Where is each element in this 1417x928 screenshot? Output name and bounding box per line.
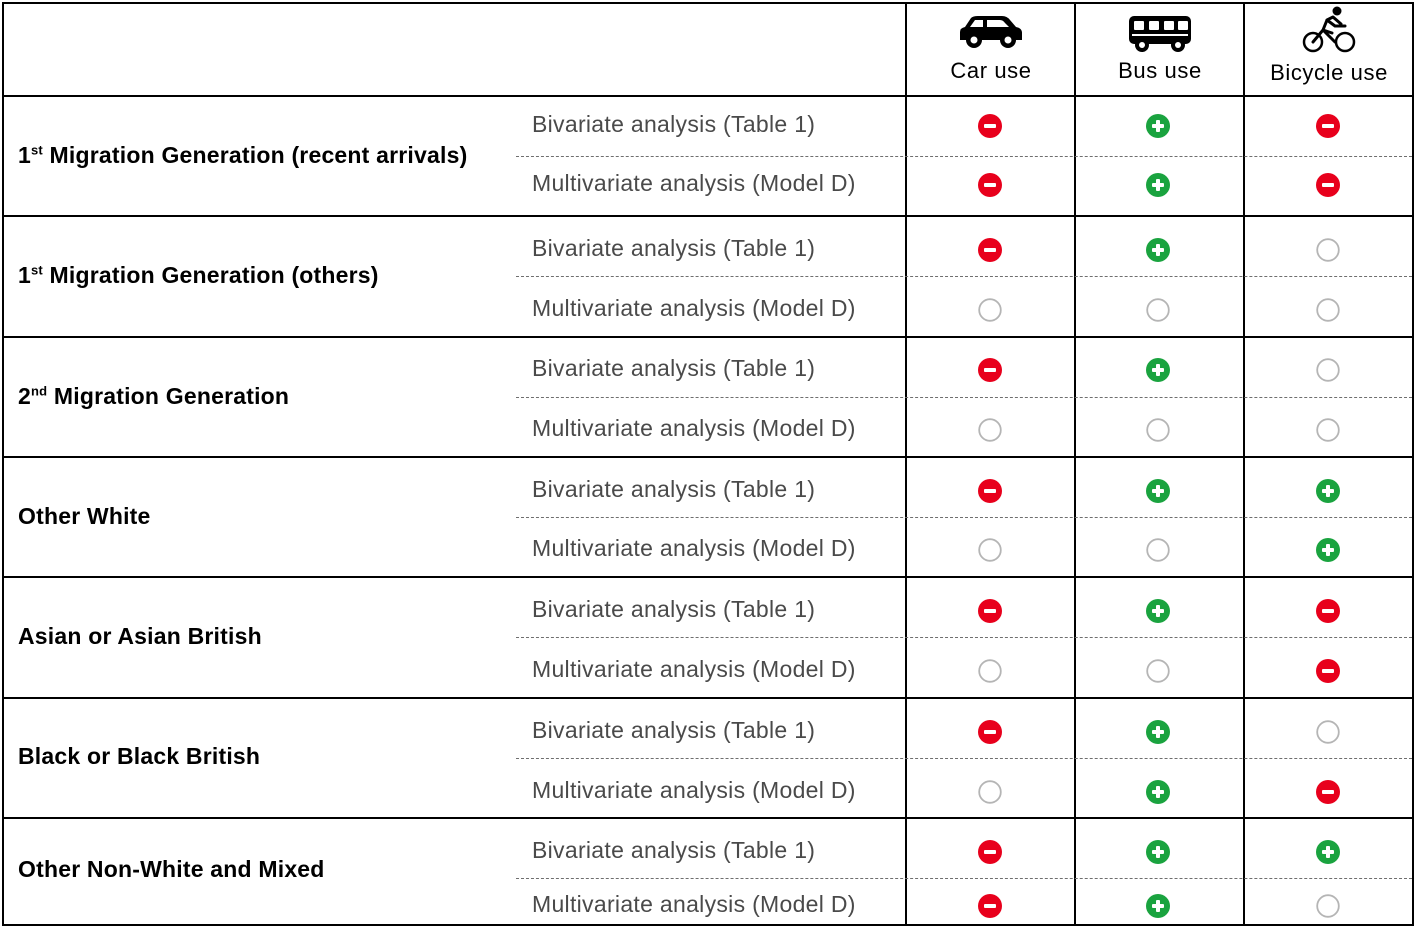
row-separator-dashed <box>516 637 1412 638</box>
row-divider <box>2 456 1414 458</box>
group-label <box>18 262 379 289</box>
row-separator-dashed <box>516 276 1412 277</box>
column-divider <box>1074 2 1076 925</box>
group-label-text: Migration Generation (recent arrivals) <box>42 142 468 168</box>
group-label-text: Asian or Asian British <box>18 623 262 649</box>
group-label-text: Migration Generation <box>47 383 290 409</box>
bicycle-bivariate-minus-icon <box>1316 599 1340 623</box>
bus-bivariate-plus-icon <box>1146 358 1170 382</box>
row-divider <box>2 336 1414 338</box>
table-border-right <box>1412 2 1414 925</box>
bicycle-bivariate-empty-icon <box>1316 238 1340 262</box>
bicycle-multivariate-minus-icon <box>1316 780 1340 804</box>
group-label <box>18 142 467 169</box>
car-multivariate-empty-icon <box>978 780 1002 804</box>
multivariate-analysis-label: Multivariate analysis (Model D) <box>532 295 856 321</box>
bus-multivariate-plus-icon <box>1146 780 1170 804</box>
column-divider <box>1243 2 1245 925</box>
bicycle-bivariate-minus-icon <box>1316 114 1340 138</box>
bicycle-bivariate-empty-icon <box>1316 720 1340 744</box>
bus-bivariate-plus-icon <box>1146 238 1170 262</box>
row-divider <box>2 95 1414 97</box>
column-label: Bicycle use <box>1270 60 1388 85</box>
table-border-top <box>2 2 1414 4</box>
group-label-text: 2 <box>18 383 31 409</box>
group-label <box>18 383 289 410</box>
multivariate-analysis-label: Multivariate analysis (Model D) <box>532 415 856 441</box>
car-bivariate-minus-icon <box>978 720 1002 744</box>
bicycle-bivariate-plus-icon <box>1316 479 1340 503</box>
car-bivariate-minus-icon <box>978 479 1002 503</box>
car-bivariate-minus-icon <box>978 358 1002 382</box>
bicycle-bivariate-empty-icon <box>1316 358 1340 382</box>
column-header-car <box>907 14 1075 94</box>
column-divider <box>905 2 907 925</box>
bus-bivariate-plus-icon <box>1146 840 1170 864</box>
car-bivariate-minus-icon <box>978 238 1002 262</box>
bus-multivariate-plus-icon <box>1146 894 1170 918</box>
bicycle-multivariate-empty-icon <box>1316 298 1340 322</box>
column-label: Car use <box>950 58 1032 83</box>
car-icon <box>956 14 1026 50</box>
bus-multivariate-plus-icon <box>1146 173 1170 197</box>
group-label-text: Other Non-White and Mixed <box>18 856 325 882</box>
multivariate-analysis-label: Multivariate analysis (Model D) <box>532 891 856 917</box>
row-divider <box>2 697 1414 699</box>
column-header-bicycle <box>1245 6 1413 86</box>
table-border-left <box>2 2 4 925</box>
group-label-text: 1 <box>18 262 31 288</box>
group-label-text: Black or Black British <box>18 743 261 769</box>
bus-multivariate-empty-icon <box>1146 538 1170 562</box>
group-label-superscript: nd <box>31 383 48 399</box>
row-separator-dashed <box>516 878 1412 879</box>
multivariate-analysis-label: Multivariate analysis (Model D) <box>532 656 856 682</box>
bus-multivariate-empty-icon <box>1146 659 1170 683</box>
multivariate-analysis-label: Multivariate analysis (Model D) <box>532 777 856 803</box>
bicycle-multivariate-minus-icon <box>1316 173 1340 197</box>
car-bivariate-minus-icon <box>978 599 1002 623</box>
bus-multivariate-empty-icon <box>1146 298 1170 322</box>
group-label <box>18 856 325 883</box>
group-label <box>18 503 151 530</box>
table-border-bottom <box>2 924 1414 926</box>
bivariate-analysis-label: Bivariate analysis (Table 1) <box>532 235 816 261</box>
group-label <box>18 743 260 770</box>
row-divider <box>2 576 1414 578</box>
car-bivariate-minus-icon <box>978 840 1002 864</box>
row-divider <box>2 817 1414 819</box>
column-header-bus <box>1076 14 1244 94</box>
car-multivariate-minus-icon <box>978 894 1002 918</box>
bus-bivariate-plus-icon <box>1146 720 1170 744</box>
bus-bivariate-plus-icon <box>1146 599 1170 623</box>
multivariate-analysis-label: Multivariate analysis (Model D) <box>532 170 856 196</box>
car-bivariate-minus-icon <box>978 114 1002 138</box>
bicycle-multivariate-empty-icon <box>1316 418 1340 442</box>
car-multivariate-minus-icon <box>978 173 1002 197</box>
row-separator-dashed <box>516 758 1412 759</box>
bus-bivariate-plus-icon <box>1146 479 1170 503</box>
column-label: Bus use <box>1118 58 1202 83</box>
multivariate-analysis-label: Multivariate analysis (Model D) <box>532 535 856 561</box>
bivariate-analysis-label: Bivariate analysis (Table 1) <box>532 111 816 137</box>
bivariate-analysis-label: Bivariate analysis (Table 1) <box>532 476 816 502</box>
car-multivariate-empty-icon <box>978 659 1002 683</box>
group-label-text: Other White <box>18 503 151 529</box>
row-separator-dashed <box>516 397 1412 398</box>
bicycle-multivariate-empty-icon <box>1316 894 1340 918</box>
row-divider <box>2 215 1414 217</box>
group-label <box>18 623 262 650</box>
car-multivariate-empty-icon <box>978 538 1002 562</box>
car-multivariate-empty-icon <box>978 298 1002 322</box>
bicycle-multivariate-plus-icon <box>1316 538 1340 562</box>
bus-bivariate-plus-icon <box>1146 114 1170 138</box>
group-label-superscript: st <box>31 262 43 278</box>
bivariate-analysis-label: Bivariate analysis (Table 1) <box>532 717 816 743</box>
group-label-text: Migration Generation (others) <box>42 262 379 288</box>
bus-icon <box>1126 14 1194 54</box>
car-multivariate-empty-icon <box>978 418 1002 442</box>
bivariate-analysis-label: Bivariate analysis (Table 1) <box>532 837 816 863</box>
group-label-superscript: st <box>31 142 43 158</box>
bicycle-bivariate-plus-icon <box>1316 840 1340 864</box>
bivariate-analysis-label: Bivariate analysis (Table 1) <box>532 355 816 381</box>
group-label-text: 1 <box>18 142 31 168</box>
bicycle-multivariate-minus-icon <box>1316 659 1340 683</box>
bicycle-icon <box>1301 6 1357 54</box>
bus-multivariate-empty-icon <box>1146 418 1170 442</box>
row-separator-dashed <box>516 156 1412 157</box>
row-separator-dashed <box>516 517 1412 518</box>
bivariate-analysis-label: Bivariate analysis (Table 1) <box>532 596 816 622</box>
